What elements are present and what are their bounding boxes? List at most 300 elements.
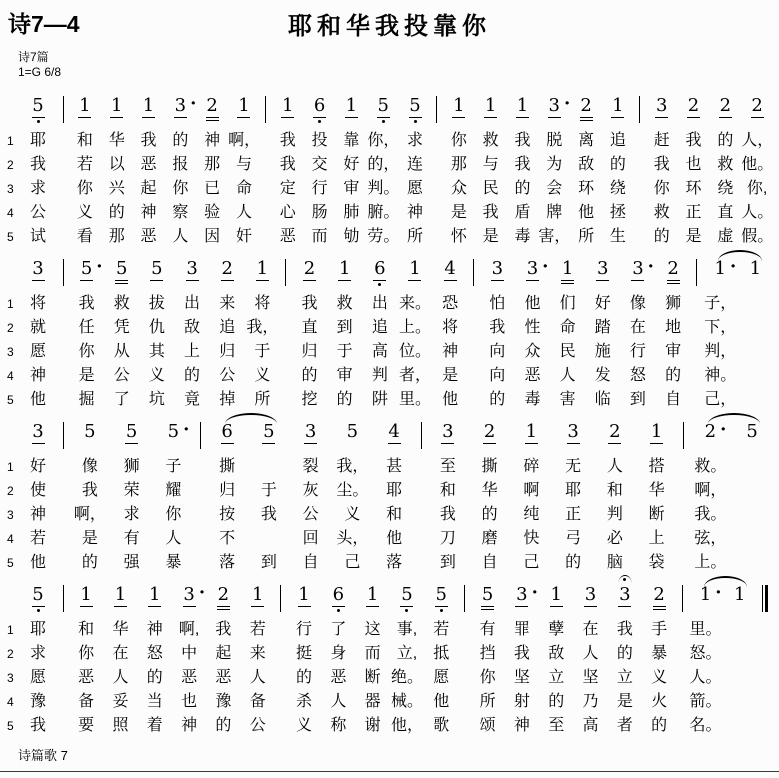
lyric-syllable: 神。 [704,367,737,384]
beam-underline [313,117,326,118]
lyric-syllable: 连 [407,156,424,173]
beam-underline [206,120,219,121]
note [678,95,710,129]
note-column [397,258,432,412]
lyric-syllable: 民 [482,180,499,197]
lyric-syllable: 会 [546,180,563,197]
lyric-syllable: 他 [386,530,403,547]
lyric-syllable [431,201,443,225]
lyric-syllable: 己 [344,554,361,571]
lyric-syllable: 任 [78,319,95,336]
lyric-syllable: 到 [629,391,646,408]
note-column [172,584,206,738]
lyric-syllable: 愿 [29,669,46,686]
lyric-syllable [468,364,480,388]
note [480,258,515,292]
lyric-syllable: 的 [616,645,633,662]
note [304,95,336,129]
lyric-syllable [691,292,703,316]
lyric-syllable: 因 [204,228,221,245]
note-column [515,258,550,412]
lyric-syllable: 临 [594,391,611,408]
lyric-syllable: 磨 [481,530,498,547]
lyric-syllable: 我 [653,156,670,173]
lyric-syllable: 心 [279,204,296,221]
lyric-syllable: 我， [336,458,369,475]
lyric-syllable: 你 [479,669,496,686]
lyric-syllable [676,666,688,690]
lyric-syllable: 拯 [609,204,626,221]
lyric-syllable: 神 [146,621,163,638]
beam-underline [366,606,379,607]
note [362,258,397,292]
note-digit: 1 [142,95,155,116]
lyric-syllable: 行 [296,621,313,638]
lyric-syllable: 而 [364,645,381,662]
lyric-syllable: 将 [442,319,459,336]
lyric-syllable: 我 [279,132,296,149]
lyric-syllable: 愿 [433,669,450,686]
lyric-syllable: 起 [140,180,157,197]
lyric-syllable: 凭 [113,319,130,336]
lyric-syllable: 射 [513,693,530,710]
note-digit: 2 [704,421,717,442]
lyric-syllable [57,316,69,340]
note [646,95,678,129]
beam-underline [596,280,609,281]
lyric-syllable [260,153,272,177]
lyric-syllable: 毒 [524,391,541,408]
note [287,584,321,618]
lyric-syllable: 人 [235,204,252,221]
lyric-syllable [458,618,470,642]
note [602,95,634,129]
lyric-syllable: 撕 [219,458,236,475]
lyric-syllable [691,364,703,388]
verse-number: 3 [7,345,14,359]
note-digit: 5 [116,258,128,279]
meta-block [18,50,779,80]
bottom-rule [0,771,779,772]
note-digit: 1 [366,584,379,605]
note [443,95,475,129]
note-column [241,584,275,738]
verse-number: 4 [7,206,14,220]
note-column [292,258,327,412]
lyric-syllable: 绕 [609,180,626,197]
note-digit: 5 [167,421,180,442]
note-digit: 3 [174,95,187,116]
beam-underline [667,283,680,284]
note [511,421,553,455]
lyric-syllable: 所 [407,228,424,245]
note-digit: 2 [719,95,732,116]
barline-mark [260,95,272,129]
beam-underline [441,443,454,444]
lyric-syllable: 他 [29,391,46,408]
beam-underline [567,443,580,444]
lyric-syllable: 上 [184,343,201,360]
lyric-syllable [738,364,773,388]
lyric-syllable: 名。 [689,717,722,734]
note [656,258,691,292]
lyric-syllable [731,551,773,575]
note [164,95,196,129]
lyric-syllable: 那 [204,156,221,173]
beam-underline [186,280,199,281]
lyric-syllable: 你 [653,180,670,197]
note [133,95,165,129]
low-octave-dot [337,609,340,612]
lyric-syllable: 立, [396,645,418,662]
lyric-syllable: 虚 [717,228,734,245]
lyric-syllable: 敌 [184,319,201,336]
lyric-syllable: 命 [559,319,576,336]
lyric-syllable: 的 [548,693,565,710]
note-digit: 5 [377,95,389,116]
lyric-syllable: 那 [108,228,125,245]
note-column [327,258,362,412]
note-column [688,584,722,738]
lyric-syllable [731,527,773,551]
beam-underline [608,443,621,444]
dot-after: · [96,256,103,277]
lyric-syllable: 也 [685,156,702,173]
lyric-syllable: 豫 [215,693,232,710]
lyric-syllable: 追 [219,319,236,336]
lyric-syllable: 的 [665,367,682,384]
lyric-syllable [280,292,292,316]
lyric-syllable: 追 [371,319,388,336]
note-digit: 5 [80,258,93,279]
lyric-syllable: 器 [364,693,381,710]
note-column [538,95,570,249]
lyric-syllable: 救 [482,132,499,149]
lyric-syllable [275,666,287,690]
note-column [210,258,245,412]
note [210,258,245,292]
note-digit: 5 [435,584,447,605]
note-digit: 1 [409,258,421,279]
note [475,95,507,129]
note-column [690,421,732,575]
lyric-syllable: 脑 [606,554,623,571]
lyric-syllable: 挡 [479,645,496,662]
lyric-syllable: 与 [482,156,499,173]
note-column [723,584,757,738]
lyric-syllable: 弦， [694,530,727,547]
lyric-syllable: 怒。 [689,645,722,662]
lyric-syllable [678,455,690,479]
barline-mark [57,95,69,129]
lyric-syllable [676,714,688,738]
lyric-syllable: 中 [181,645,198,662]
lyric-syllable: 子， [704,295,737,312]
note-column [19,258,57,412]
lyric-syllable: 械。 [390,693,423,710]
lyric-syllable: 我 [513,645,530,662]
lyric-syllable: 袋 [648,554,665,571]
note-digit: 1 [484,95,497,116]
dot-after: · [564,93,571,114]
beam-underline [115,283,128,284]
beam-underline [237,117,250,118]
note-column [585,258,620,412]
lyric-syllable: 恶 [279,228,296,245]
lyric-syllable [57,618,69,642]
lyric-syllable [731,503,773,527]
note [356,584,390,618]
barline-mark [458,584,470,618]
lyric-syllable: 是 [482,228,499,245]
verse-number: 1 [7,623,14,637]
lyric-syllable: 好 [29,458,46,475]
lyric-syllable [468,340,480,364]
lyric-syllable [57,388,69,412]
note-column [304,95,336,249]
note [703,258,738,292]
lyric-syllable: 你 [78,645,95,662]
lyric-syllable: 绝。 [390,669,423,686]
final-barline [757,584,773,738]
beam-underline [667,280,680,281]
note-column [594,421,636,575]
lyric-syllable: 起 [215,645,232,662]
lyric-syllable: 绕 [717,180,734,197]
beam-underline [32,443,45,444]
note-digit: 1 [714,258,726,279]
note [470,584,504,618]
beam-underline [491,280,504,281]
note-digit: 2 [751,95,763,116]
lyric-syllable [57,225,69,249]
lyric-syllable: 竟 [184,391,201,408]
lyric-syllable [57,551,69,575]
beam-underline [409,117,422,118]
lyric-syllable: 好 [594,295,611,312]
lyric-syllable [415,551,427,575]
note-digit: 5 [746,421,758,442]
note-column [427,421,469,575]
note-column [69,258,104,412]
lyric-syllable: 来 [249,645,266,662]
lyric-syllable: 坚 [513,669,530,686]
lyric-syllable: 杀 [296,693,313,710]
note-digit: 6 [374,258,386,279]
lyric-syllable: 看 [76,228,93,245]
beam-underline [221,280,234,281]
barline [275,584,287,738]
note-column [228,95,260,249]
note-column [475,95,507,249]
lyric-syllable: 毒 [514,228,531,245]
lyric-syllable: 愿 [29,343,46,360]
lyric-syllable: 你 [76,180,93,197]
lyric-syllable: 审 [665,343,682,360]
lyric-syllable [691,316,703,340]
note-digit: 3 [186,258,198,279]
lyric-syllable: 行 [311,180,328,197]
note [594,421,636,455]
dot-after: · [190,93,197,114]
lyric-syllable: 离 [578,132,595,149]
beam-underline [525,443,538,444]
note-column [550,258,585,412]
note-column [433,258,468,412]
lyric-syllable [723,618,757,642]
lyric-syllable [57,714,69,738]
lyric-syllable [280,388,292,412]
lyric-syllable: 者， [398,367,431,384]
lyric-syllable [275,618,287,642]
lyric-syllable: 耶 [565,482,582,499]
beam-underline [345,117,358,118]
note [139,258,174,292]
lyric-syllable: 审 [336,367,353,384]
beam-underline [400,606,413,607]
lyric-syllable: 的 [172,132,189,149]
lyric-syllable: 至 [439,458,456,475]
note [390,584,424,618]
lyric-syllable: 纯 [523,506,540,523]
lyric-syllable: 的 [336,391,353,408]
note-column [678,95,710,249]
lyric-syllable: 上。 [694,554,727,571]
lyric-syllable: 坑 [148,391,165,408]
barline [431,95,443,249]
lyric-syllable: 的 [108,204,125,221]
lyric-syllable: 神 [29,506,46,523]
lyric-syllable: 是 [81,530,98,547]
lyric-syllable [194,455,206,479]
note-column [608,584,642,738]
note-digit: 5 [409,95,421,116]
note-column [248,421,290,575]
lyric-syllable: 义 [254,367,271,384]
lyric-syllable: 你 [165,506,182,523]
beam-underline [481,609,494,610]
lyric-syllable [731,455,773,479]
note-digit: 2 [217,584,230,605]
note-digit: 1 [525,421,538,442]
dot-after: · [647,256,654,277]
note [723,584,757,618]
lyric-syllable: 假。 [741,228,774,245]
lyric-syllable: 身 [330,645,347,662]
beam-underline [484,117,497,118]
beam-underline [653,609,666,610]
beam-underline [687,117,700,118]
lyric-syllable: 义 [344,506,361,523]
lyric-syllable: 耶 [29,132,46,149]
lyric-syllable: 快 [523,530,540,547]
lyric-syllable: 了 [330,621,347,638]
note-digit: 2 [221,258,233,279]
lyric-syllable: 像 [629,295,646,312]
lyric-syllable: 人。 [741,204,774,221]
lyric-syllable [280,316,292,340]
note-digit: 2 [687,95,700,116]
note [19,421,57,455]
note-digit: 1 [561,258,574,279]
dot-after: · [715,582,722,603]
note-column [19,421,57,575]
fermata-icon [618,575,631,583]
lyric-syllable: 啊， [694,482,727,499]
note-column [19,95,57,249]
verse-number: 1 [7,460,14,474]
lyric-syllable [634,129,646,153]
lyric-syllable: 性 [524,319,541,336]
lyric-syllable: 你 [172,180,189,197]
lyric-syllable: 判 [606,506,623,523]
lyric-syllable [260,177,272,201]
lyric-syllable [57,527,69,551]
lyric-syllable: 己， [704,391,737,408]
beam-underline [584,606,597,607]
lyric-syllable: 救 [336,295,353,312]
lyric-syllable: 若 [29,530,46,547]
lyric-syllable: 施 [594,343,611,360]
note [69,258,104,292]
barline [260,95,272,249]
lyric-syllable: 他， [390,717,423,734]
lyric-syllable: 子 [165,458,182,475]
lyric-syllable: 义 [296,717,313,734]
note-column [101,95,133,249]
lyric-syllable [248,527,290,551]
note-digit: 2 [667,258,679,279]
lyric-syllable: 于 [254,343,271,360]
note-digit: 1 [251,584,264,605]
note-column [656,258,691,412]
lyric-syllable: 我。 [694,506,727,523]
barline [678,421,690,575]
lyric-syllable: 人 [172,228,189,245]
lyric-syllable [738,340,773,364]
note-column [505,584,539,738]
note-digit: 3 [526,258,539,279]
lyric-syllable: 们 [559,295,576,312]
beam-underline [653,606,666,607]
lyric-syllable: 的 [514,180,531,197]
note-digit: 5 [346,421,359,442]
lyric-syllable: 高 [371,343,388,360]
beam-underline [580,117,593,118]
note-digit: 3 [567,421,579,442]
note [433,258,468,292]
note [731,421,773,455]
note [19,258,57,292]
note-column [19,584,57,738]
lyric-syllable: 的 [301,367,318,384]
lyric-syllable: 公 [219,367,236,384]
note-column [602,95,634,249]
lyric-syllable: 我 [81,482,98,499]
lyric-syllable: 救。 [694,458,727,475]
lyric-syllable [280,364,292,388]
note-column [731,421,773,575]
note-digit: 3 [32,421,44,442]
note-digit: 2 [303,258,316,279]
note-digit: 5 [401,584,413,605]
lyric-syllable: 头， [336,530,369,547]
lyric-syllable: 恶 [215,669,232,686]
beam-underline [650,443,663,444]
lyric-syllable [723,642,757,666]
lyric-syllable [275,714,287,738]
lyric-syllable: 我 [301,295,318,312]
